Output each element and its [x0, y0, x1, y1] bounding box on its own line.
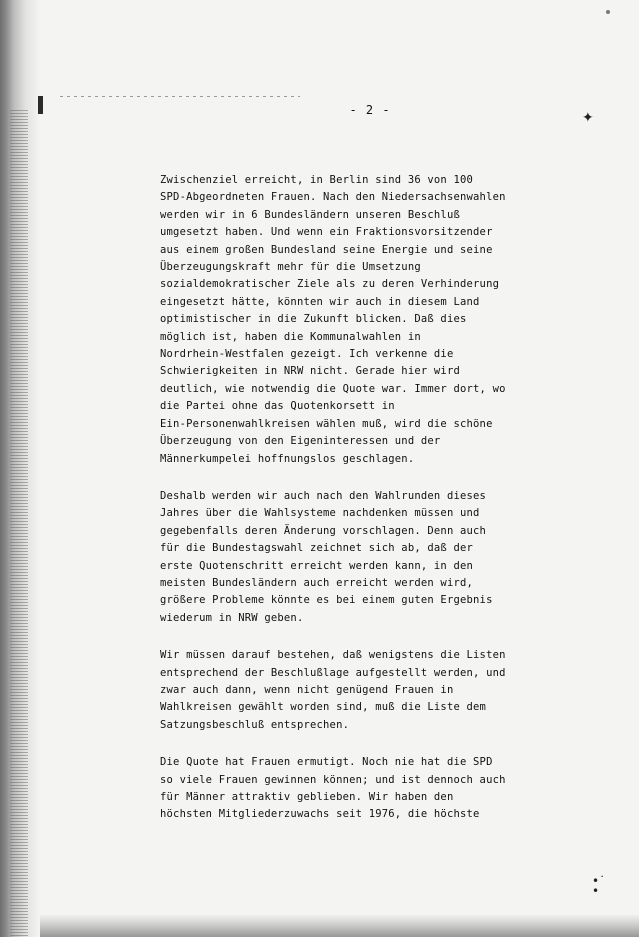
- text-line: zwar auch dann, wenn nicht genügend Frauen in: [160, 683, 454, 696]
- text-line: eingesetzt hätte, könnten wir auch in diesem Land: [160, 295, 480, 308]
- body-text: [160, 172, 580, 844]
- text-line: möglich ist, haben die Kommunalwahlen in: [160, 330, 421, 343]
- text-line: größere Probleme könnte es bei einem guten Ergebnis: [160, 594, 493, 607]
- text-line: Satzungsbeschluß entsprechen.: [160, 718, 350, 731]
- text-line: höchsten Mitgliederzuwachs seit 1976, die höchste: [160, 808, 480, 821]
- paragraph: [160, 172, 580, 468]
- text-line: aus einem großen Bundesland seine Energie und seine: [160, 243, 493, 256]
- text-line: deutlich, wie notwendig die Quote war. Immer dort, wo: [160, 382, 506, 395]
- text-line: Wir müssen darauf bestehen, daß wenigstens die Listen: [160, 649, 506, 662]
- text-line: für die Bundestagswahl zeichnet sich ab, daß der: [160, 542, 474, 555]
- paragraph: [160, 647, 580, 734]
- scan-top-line: [60, 96, 300, 97]
- page-number: - 2 -: [349, 103, 391, 117]
- text-line: Nordrhein-Westfalen gezeigt. Ich verkenne die: [160, 348, 454, 361]
- scan-edge-noise: [10, 110, 28, 937]
- text-line: sozialdemokratischer Ziele als zu deren Verhinderung: [160, 278, 500, 291]
- text-line: so viele Frauen gewinnen können; und ist dennoch auch: [160, 773, 506, 786]
- text-line: werden wir in 6 Bundesländern unseren Beschluß: [160, 208, 460, 221]
- text-line: Wahlkreisen gewählt worden sind, muß die Liste dem: [160, 701, 487, 714]
- text-line: gegebenfalls deren Änderung vorschlagen. Denn auch: [160, 524, 487, 537]
- text-line: entsprechend der Beschlußlage aufgestellt werden, und: [160, 666, 506, 679]
- text-line: Deshalb werden wir auch nach den Wahlrunden dieses: [160, 489, 487, 502]
- scan-bottom-edge: [40, 914, 639, 937]
- scan-bottom-marks: •˙ •: [592, 874, 606, 898]
- paragraph: [160, 754, 580, 824]
- scan-speck: [606, 10, 610, 14]
- text-line: SPD-Abgeordneten Frauen. Nach den Niedersachsenwahlen: [160, 191, 506, 204]
- text-line: wiederum in NRW geben.: [160, 611, 304, 624]
- text-line: Jahres über die Wahlsysteme nachdenken müssen und: [160, 507, 480, 520]
- text-line: Überzeugung von den Eigeninteressen und der: [160, 435, 441, 448]
- text-line: Männerkumpelei hoffnungslos geschlagen.: [160, 452, 415, 465]
- text-line: die Partei ohne das Quotenkorsett in: [160, 400, 395, 413]
- text-line: erste Quotenschritt erreicht werden kann, in den: [160, 559, 474, 572]
- text-line: für Männer attraktiv geblieben. Wir haben den: [160, 791, 454, 803]
- text-line: Zwischenziel erreicht, in Berlin sind 36 von 100: [160, 174, 474, 186]
- text-line: Überzeugungskraft mehr für die Umsetzung: [160, 261, 421, 274]
- scan-mark: [38, 96, 43, 114]
- text-line: Die Quote hat Frauen ermutigt. Noch nie hat die SPD: [160, 756, 493, 769]
- text-line: umgesetzt haben. Und wenn ein Fraktionsvorsitzender: [160, 226, 493, 239]
- paragraph: [160, 488, 580, 627]
- text-line: Schwierigkeiten in NRW nicht. Gerade hier wird: [160, 365, 460, 378]
- scan-corner-mark: ✦: [582, 110, 594, 126]
- text-line: optimistischer in die Zukunft blicken. Daß dies: [160, 313, 467, 326]
- text-line: meisten Bundesländern auch erreicht werden wird,: [160, 576, 474, 589]
- text-line: Ein-Personenwahlkreisen wählen muß, wird die schöne: [160, 417, 493, 430]
